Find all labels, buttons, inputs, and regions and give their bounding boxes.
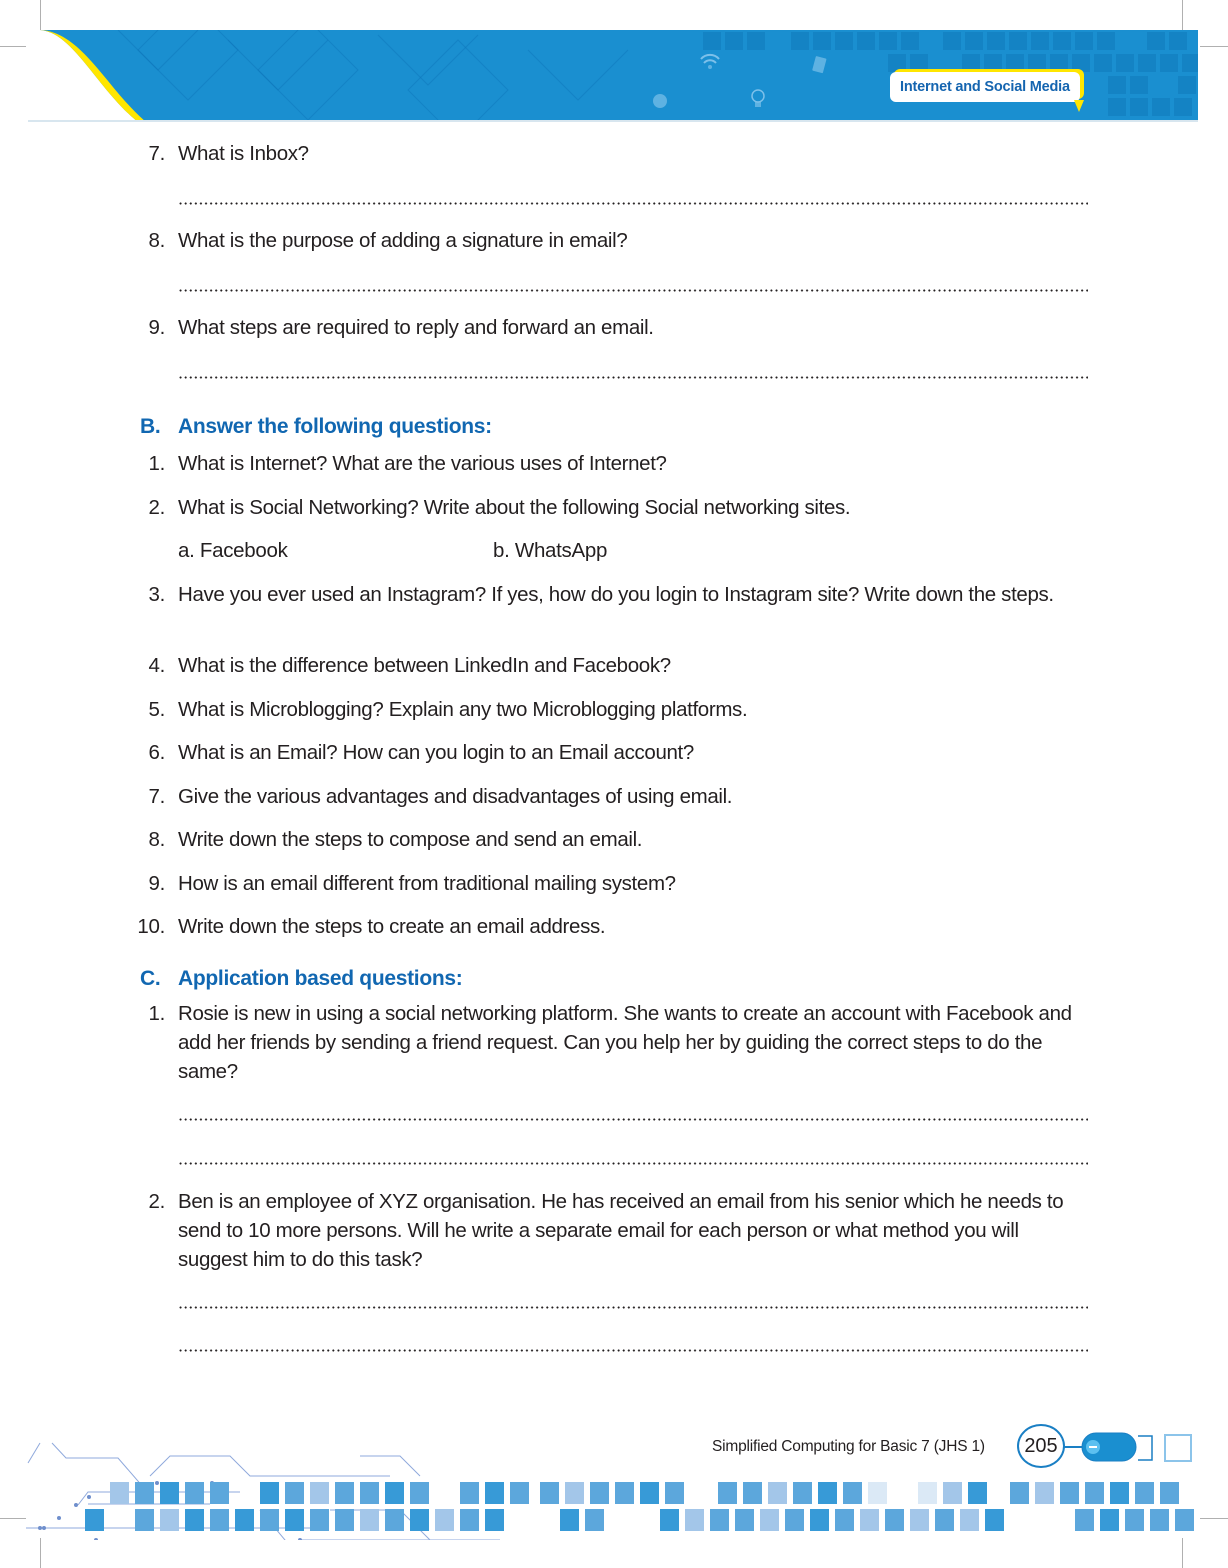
chapter-tag: Internet and Social Media [890,72,1080,102]
answer-line[interactable] [178,1349,1088,1352]
crop-mark [1200,46,1228,47]
footer-blocks [85,1482,1194,1531]
decor-icons [653,55,827,108]
answer-line[interactable] [178,1118,1088,1121]
mouse-icon [1063,1433,1191,1461]
answer-line[interactable] [178,1162,1088,1165]
question-number: 1. [148,1002,165,1025]
question-number: 3. [148,583,165,606]
section-b-title: Answer the following questions: [178,415,492,438]
question-text: Ben is an employee of XYZ organisation. He has received an email from his senior which he needs to send to 10 more persons. Will he write a separate email for each person or what method you will suggest him to do this task? [178,1190,1064,1271]
answer-line[interactable] [178,376,1088,379]
answer-line[interactable] [178,289,1088,292]
question-number: 8. [148,828,165,851]
question-text: Give the various advantages and disadvantages of using email. [178,785,733,808]
question-text: How is an email different from traditional mailing system? [178,872,676,895]
crop-mark [0,46,26,47]
crop-mark [40,0,41,30]
question-number: 2. [148,1190,165,1213]
section-b-letter: B. [140,415,161,438]
section-c-title: Application based questions: [178,967,463,990]
answer-line[interactable] [178,1306,1088,1309]
question-number: 8. [148,229,165,252]
option-a: a. Facebook [178,539,288,562]
question-text: Write down the steps to compose and send an email. [178,828,643,851]
question-text: What is Inbox? [178,142,309,165]
question-text: What steps are required to reply and forward an email. [178,316,654,339]
question-number: 1. [148,452,165,475]
chapter-tag-tail [1074,100,1084,112]
question-text: What is the purpose of adding a signature in email? [178,229,628,252]
question-number: 2. [148,496,165,519]
question-text: What is Microblogging? Explain any two Microblogging platforms. [178,698,748,721]
question-number: 9. [148,872,165,895]
question-text: What is Internet? What are the various uses of Internet? [178,452,667,475]
question-number: 10. [137,915,165,938]
question-text: Write down the steps to create an email address. [178,915,606,938]
crop-mark [1182,0,1183,30]
page-number: 205 [1017,1424,1065,1468]
question-text: What is the difference between LinkedIn and Facebook? [178,654,671,677]
crop-mark [1182,1538,1183,1568]
banner-wave [28,30,188,122]
question-number: 7. [148,142,165,165]
question-text: Have you ever used an Instagram? If yes, how do you login to Instagram site? Write down the steps. [178,583,1054,606]
question-text: What is Social Networking? Write about the following Social networking sites. [178,496,851,519]
answer-line[interactable] [178,202,1088,205]
question-number: 4. [148,654,165,677]
option-b: b. WhatsApp [493,539,608,562]
question-number: 9. [148,316,165,339]
section-c-letter: C. [140,967,161,990]
question-text: What is an Email? How can you login to an Email account? [178,741,694,764]
question-number: 6. [148,741,165,764]
question-text: Rosie is new in using a social networking platform. She wants to create an account with Facebook and add her friends by sending a friend request. Can you help her by guiding the correct steps to do the same? [178,1002,1072,1083]
crop-mark [40,1538,41,1568]
book-title: Simplified Computing for Basic 7 (JHS 1) [712,1438,985,1455]
question-number: 7. [148,785,165,808]
question-number: 5. [148,698,165,721]
